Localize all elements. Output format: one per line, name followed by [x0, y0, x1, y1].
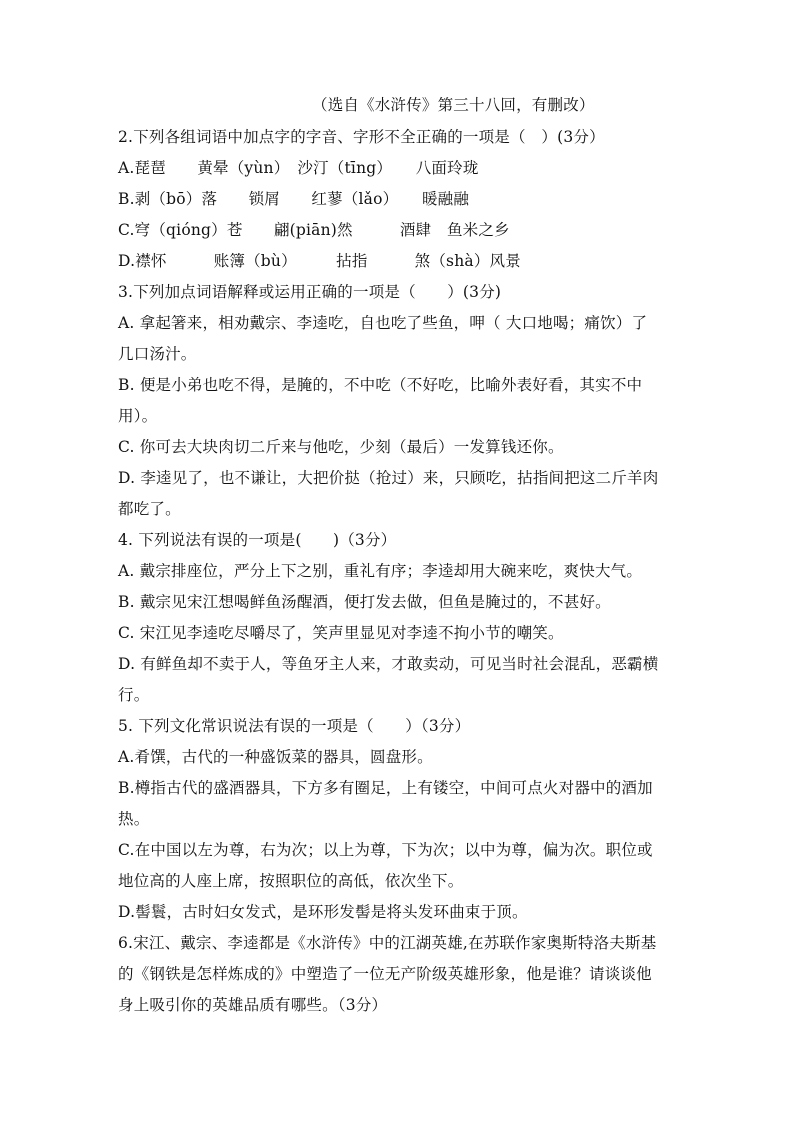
question-2-option-b: B.剥（bō）落 锁屑 红蓼（lǎo） 暖融融 — [118, 190, 470, 208]
question-6-line-2: 的《钢铁是怎样炼成的》中塑造了一位无产阶级英雄形象，他是谁？请谈谈他 — [118, 965, 652, 983]
question-4-option-c: C. 宋江见李逵吃尽嚼尽了，笑声里显见对李逵不拘小节的嘲笑。 — [118, 624, 564, 642]
question-4-option-d-line-1: D. 有鲜鱼却不卖于人，等鱼牙主人来，才敢卖动，可见当时社会混乱，恶霸横 — [118, 655, 659, 673]
question-3-option-a-line-2: 几口汤汁。 — [118, 345, 197, 363]
question-4-stem: 4. 下列说法有误的一项是( )（3分） — [118, 531, 397, 549]
question-2-option-a: A.琵琶 黄晕（yùn） 沙汀（tīng） 八面玲珑 — [118, 159, 479, 177]
question-5-option-a: A.肴馔，古代的一种盛饭菜的器具，圆盘形。 — [118, 748, 433, 766]
question-3-stem: 3.下列加点词语解释或运用正确的一项是（ ）(3分) — [118, 283, 502, 301]
question-3-option-c: C. 你可去大块肉切二斤来与他吃，少刻（最后）一发算钱还你。 — [118, 438, 564, 456]
question-5-stem: 5. 下列文化常识说法有误的一项是（ ）（3分） — [118, 717, 471, 735]
question-2-stem: 2.下列各组词语中加点字的字音、字形不全正确的一项是（ ）(3分） — [118, 128, 605, 146]
question-3-option-d-line-2: 都吃了。 — [118, 500, 181, 518]
question-4-option-d-line-2: 行。 — [118, 686, 150, 704]
question-5-option-c-line-2: 地位高的人座上席，按照职位的高低，依次坐下。 — [118, 872, 464, 890]
question-5-option-b-line-1: B.樽指古代的盛酒器具，下方多有圈足，上有镂空，中间可点火对器中的酒加 — [118, 779, 653, 797]
question-2-option-c: C.穹（qióng）苍 翩(piān)然 酒肆 鱼米之乡 — [118, 221, 510, 239]
question-3-option-a-line-1: A. 拿起箸来，相劝戴宗、李逵吃，自也吃了些鱼，呷（ 大口地喝；痛饮）了 — [118, 314, 648, 332]
question-2-option-d: D.襟怀 账簿（bù） 拈指 煞（shà）风景 — [118, 252, 521, 270]
question-5-option-d: D.髻鬟，古时妇女发式，是环形发髻是将头发环曲束于顶。 — [118, 903, 528, 921]
question-4-option-b: B. 戴宗见宋江想喝鲜鱼汤醒酒，便打发去做，但鱼是腌过的，不甚好。 — [118, 593, 611, 611]
question-3-option-d-line-1: D. 李逵见了，也不谦让，大把价挞（抢过）来，只顾吃，拈指间把这二斤羊肉 — [118, 469, 659, 487]
question-5-option-b-line-2: 热。 — [118, 810, 150, 828]
question-6-line-3: 身上吸引你的英雄品质有哪些。（3分） — [118, 996, 388, 1014]
question-5-option-c-line-1: C.在中国以左为尊，右为次；以上为尊，下为次；以中为尊，偏为次。职位或 — [118, 841, 653, 859]
question-3-option-b-line-1: B. 便是小弟也吃不得，是腌的，不中吃（不好吃，比喻外表好看，其实不中 — [118, 376, 643, 394]
question-3-option-b-line-2: 用）。 — [118, 407, 158, 425]
source-note: （选自《水浒传》第三十八回，有删改） — [312, 96, 595, 114]
question-6-line-1: 6.宋江、戴宗、李逵都是《水浒传》中的江湖英雄,在苏联作家奥斯特洛夫斯基 — [118, 934, 657, 952]
question-4-option-a: A. 戴宗排座位，严分上下之别，重礼有序；李逵却用大碗来吃，爽快大气。 — [118, 562, 643, 580]
